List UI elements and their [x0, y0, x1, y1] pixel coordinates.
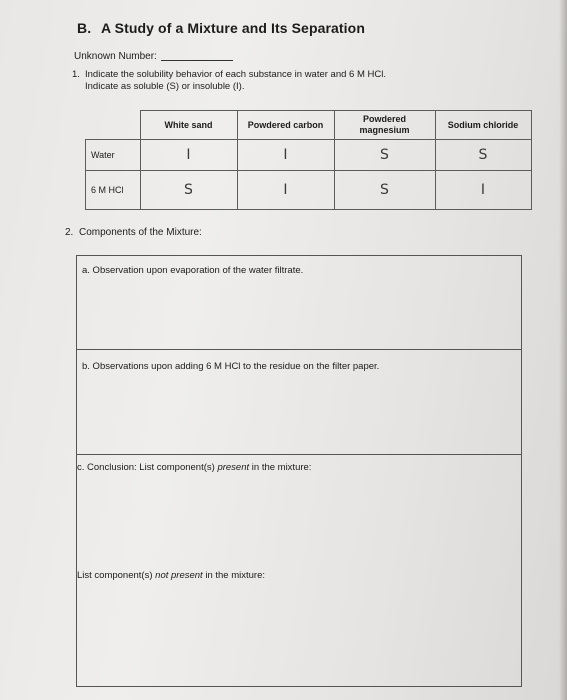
- question-1: [72, 69, 386, 93]
- row-label-hcl: 6 M HCl: [86, 171, 141, 210]
- table-header-row: [86, 111, 532, 140]
- header-powdered-carbon: Powdered carbon: [237, 111, 334, 140]
- components-answer-box: [76, 255, 522, 687]
- row-label-water: Water: [86, 140, 141, 171]
- part-d-prefix: List component(s): [77, 570, 156, 581]
- section-heading: [77, 20, 365, 36]
- question-2-number: 2.: [65, 227, 74, 238]
- part-c-divider: [77, 454, 521, 456]
- question-2: [65, 227, 202, 238]
- answer-hcl-white-sand[interactable]: S: [140, 171, 237, 210]
- question-2-text: Components of the Mixture:: [79, 227, 202, 238]
- solubility-table: [85, 110, 532, 210]
- answer-hcl-powdered-magnesium[interactable]: S: [334, 171, 435, 210]
- answer-water-white-sand[interactable]: I: [140, 140, 237, 171]
- question-1-line-1: Indicate the solubility behavior of each substance in water and 6 M HCl.: [85, 69, 386, 80]
- answer-hcl-powdered-carbon[interactable]: I: [237, 171, 334, 210]
- part-d-label: [77, 570, 265, 581]
- question-1-line-2: Indicate as soluble (S) or insoluble (I).: [85, 81, 245, 92]
- answer-water-powdered-magnesium[interactable]: S: [334, 140, 435, 171]
- part-b-divider: [77, 349, 521, 351]
- unknown-number-field: [74, 51, 233, 62]
- table-row-water: [86, 140, 532, 171]
- header-powdered-magnesium: Powdered magnesium: [334, 111, 435, 140]
- part-b-label: b. Observations upon adding 6 M HCl to the residue on the filter paper.: [82, 361, 380, 372]
- part-c-label: [77, 462, 311, 473]
- answer-water-powdered-carbon[interactable]: I: [237, 140, 334, 171]
- table-row-hcl: [86, 171, 532, 210]
- unknown-number-blank[interactable]: [161, 60, 233, 61]
- question-1-number: 1.: [72, 69, 80, 80]
- part-c-emphasis: present: [217, 462, 250, 473]
- header-white-sand: White sand: [140, 111, 237, 140]
- part-c-prefix: c. Conclusion: List component(s): [77, 462, 218, 473]
- section-title: A Study of a Mixture and Its Separation: [101, 20, 365, 36]
- table-corner-cell: [86, 111, 141, 140]
- page-edge-shadow: [559, 0, 567, 700]
- header-sodium-chloride: Sodium chloride: [435, 111, 531, 140]
- part-d-suffix: in the mixture:: [202, 570, 266, 581]
- part-c-suffix: in the mixture:: [249, 462, 312, 473]
- answer-hcl-sodium-chloride[interactable]: I: [435, 171, 531, 210]
- part-a-label: a. Observation upon evaporation of the water filtrate.: [82, 265, 304, 276]
- section-letter: B.: [77, 20, 92, 36]
- unknown-number-label: Unknown Number:: [74, 51, 157, 62]
- part-d-emphasis: not present: [155, 570, 203, 581]
- answer-water-sodium-chloride[interactable]: S: [435, 140, 531, 171]
